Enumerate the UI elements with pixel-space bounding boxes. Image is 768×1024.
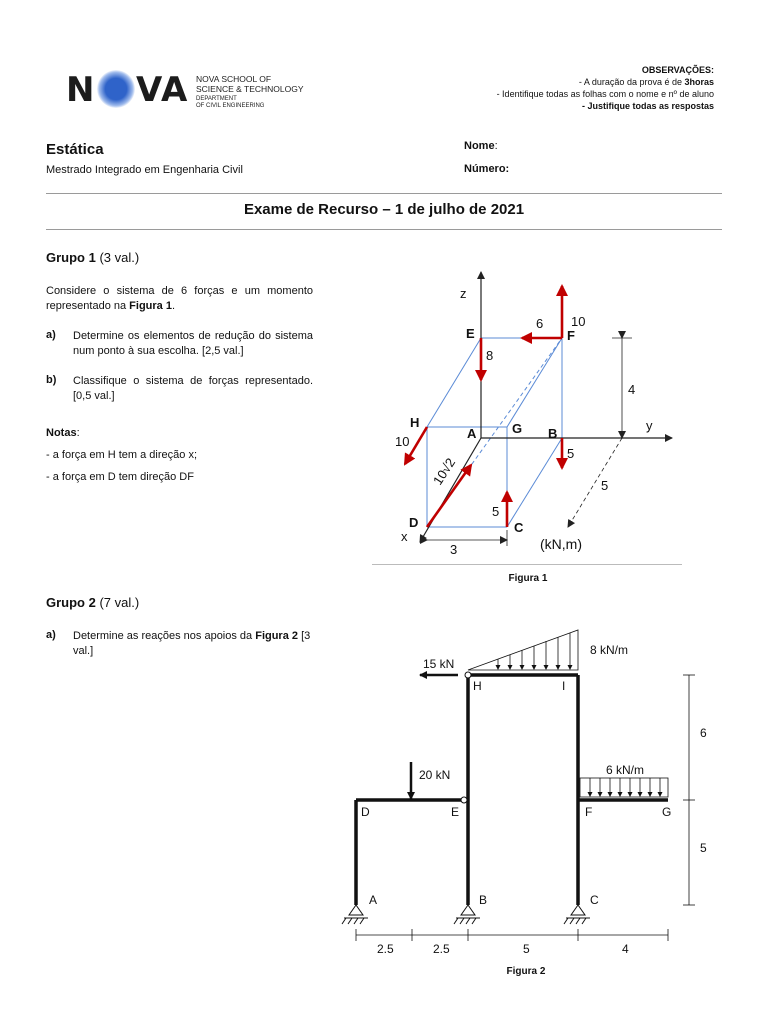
hinge-h (465, 672, 471, 678)
label-y: y (646, 418, 653, 433)
x-axis (420, 438, 481, 542)
units-label: (kN,m) (540, 536, 582, 552)
dim-depth-value: 5 (601, 478, 609, 493)
exam-title: Exame de Recurso – 1 de julho de 2021 (243, 201, 525, 218)
observations-line1: - A duração da prova é de 3horas (578, 77, 714, 87)
dim-width-value: 3 (450, 542, 458, 557)
dim-height-value: 4 (628, 382, 636, 397)
force-10-up-value: 10 (571, 314, 586, 329)
label-f: F (567, 328, 575, 343)
support-b (454, 905, 480, 924)
numero-label: Número: (464, 163, 510, 175)
hinge-e (461, 797, 467, 803)
load-15kn-label: 15 kN (423, 657, 455, 671)
dim-h-4: 4 (622, 942, 629, 956)
label-d: D (409, 515, 419, 530)
grupo1-note1: - a força em H tem a direção x; (46, 449, 197, 461)
force-10-x-value: 10 (395, 434, 410, 449)
observations-title: OBSERVAÇÕES: (641, 65, 714, 75)
grupo1-qb-text: Classifique o sistema de forças representado. [0,5 val.] (73, 375, 313, 402)
support-a (342, 905, 368, 924)
dim-h-1: 2.5 (377, 942, 394, 956)
observations-line2: - Identifique todas as folhas com o nome e nº de aluno (496, 89, 714, 99)
logo-letters-va: VA (136, 70, 189, 110)
figure1-rule (372, 564, 682, 565)
grupo1-notes-title: Notas: (46, 427, 80, 439)
dim-v-5: 5 (700, 841, 707, 855)
grupo1-qa-text: Determine os elementos de redução do sistema num ponto à sua escolha. [2,5 val.] (73, 330, 313, 357)
force-8-value: 8 (486, 348, 494, 363)
dim-v-6: 6 (700, 726, 707, 740)
grupo1-qa-label: a) (46, 329, 56, 341)
grupo2-title: Grupo 2 (7 val.) (46, 595, 140, 610)
logo-letter-n: N (66, 70, 96, 110)
dim-h-3: 5 (523, 942, 530, 956)
label-x: x (401, 529, 408, 544)
grupo2-qa-text: Determine as reações nos apoios da Figura 2 [3 val.] (73, 630, 311, 657)
label-h: H (410, 415, 420, 430)
grupo2-qa-label: a) (46, 629, 56, 641)
observations (497, 64, 714, 112)
figure1-diagram (370, 262, 690, 570)
node-c: C (590, 893, 599, 907)
force-6-value: 6 (536, 316, 544, 331)
force-5-b-value: 5 (567, 446, 575, 461)
support-c (564, 905, 590, 924)
course-program: Mestrado Integrado em Engenharia Civil (46, 164, 243, 176)
course-name: Estática (46, 141, 104, 158)
logo-blue-circle-icon (97, 70, 135, 108)
divider-top (46, 193, 722, 194)
node-a: A (369, 893, 378, 907)
observations-line3: - Justifique todas as respostas (581, 101, 714, 111)
frame-members (356, 675, 668, 905)
load-8knm-label: 8 kN/m (590, 643, 629, 657)
node-g: G (662, 805, 672, 819)
label-g: G (512, 421, 523, 436)
node-h: H (473, 679, 482, 693)
load-20kn-label: 20 kN (419, 768, 451, 782)
label-a: A (467, 426, 477, 441)
force-d-value: 10√2 (429, 455, 459, 488)
grupo1-qb-label: b) (46, 374, 57, 386)
label-b: B (548, 426, 558, 441)
dim-depth (568, 438, 622, 527)
node-b: B (479, 893, 488, 907)
node-i: I (562, 679, 566, 693)
grupo1-intro: Considere o sistema de 6 forças e um momento representado na Figura 1. (46, 285, 313, 312)
label-e: E (466, 326, 475, 341)
node-f: F (585, 805, 593, 819)
label-c: C (514, 520, 524, 535)
grupo1-note2: - a força em D tem direção DF (46, 471, 194, 483)
figure2-caption: Figura 2 (506, 966, 546, 977)
logo-school-name: NOVA SCHOOL OF SCIENCE & TECHNOLOGY DEPARTMENT OF CIVIL ENGINEERING (196, 74, 304, 109)
figure1-caption: Figura 1 (508, 573, 548, 584)
force-5-c-value: 5 (492, 504, 500, 519)
grupo1-title: Grupo 1 (3 val.) (46, 250, 140, 265)
load-6knm (580, 778, 668, 797)
nova-logo (66, 70, 306, 114)
figure2-diagram (330, 620, 730, 965)
node-d: D (361, 805, 370, 819)
node-e: E (451, 805, 460, 819)
nome-label: Nome: (464, 140, 498, 152)
dim-h-2: 2.5 (433, 942, 450, 956)
divider-bottom (46, 229, 722, 230)
load-6knm-label: 6 kN/m (606, 763, 645, 777)
label-z: z (460, 286, 467, 301)
load-8knm (468, 630, 578, 670)
